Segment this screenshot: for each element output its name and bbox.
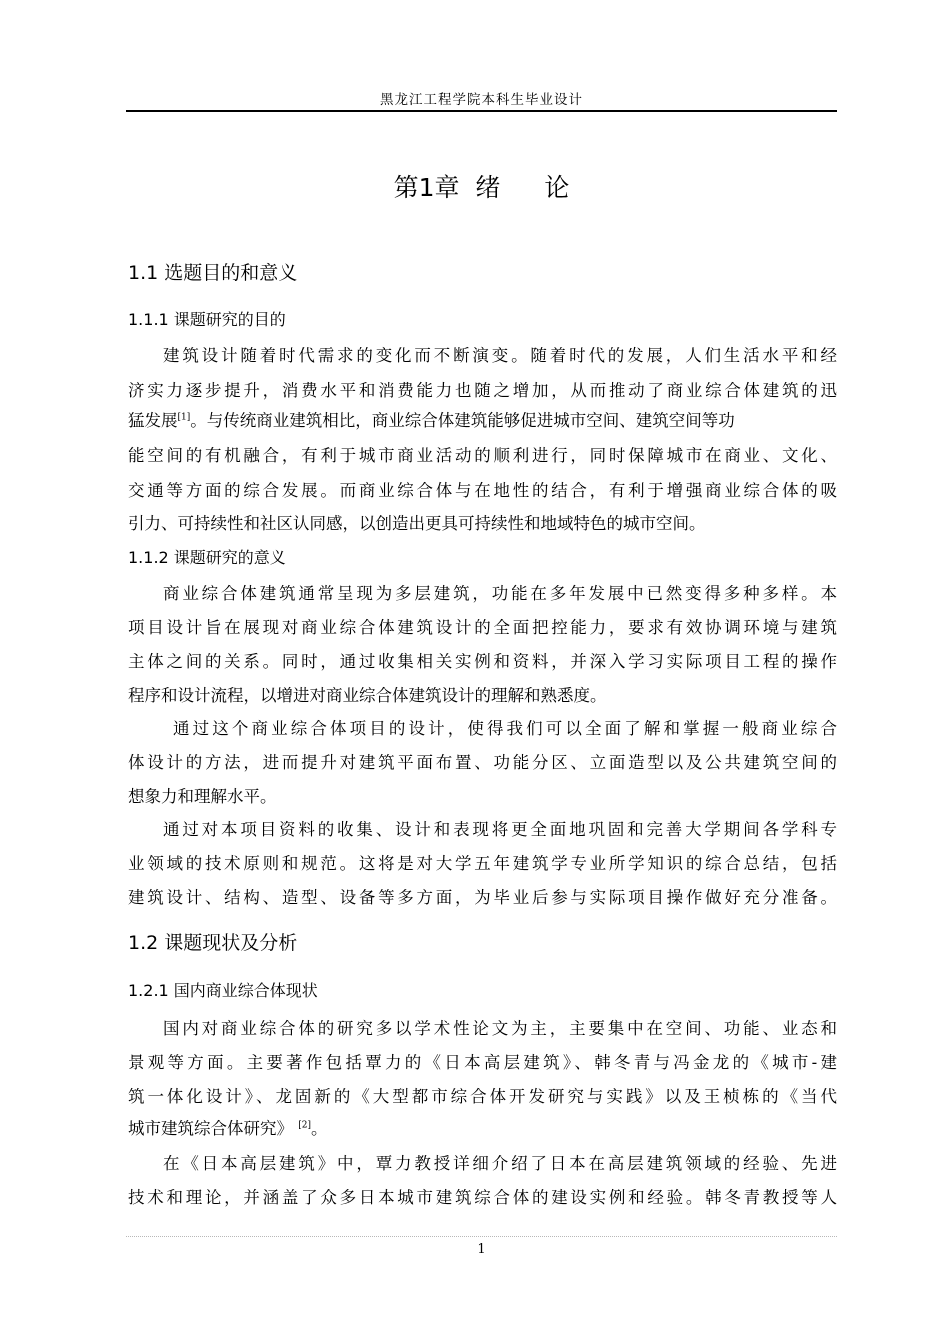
paragraph-line: 在《日本高层建筑》中，覃力教授详细介绍了日本在高层建筑领域的经验、先进 bbox=[163, 1154, 837, 1173]
paragraph-line: 景观等方面。主要著作包括覃力的《日本高层建筑》、韩冬青与冯金龙的《城市-建 bbox=[128, 1053, 837, 1072]
chapter-number: 第1章 bbox=[393, 173, 460, 202]
paragraph-line: 想象力和理解水平。 bbox=[128, 787, 277, 806]
chapter-title-word-1: 绪 bbox=[475, 173, 545, 202]
paragraph-text: 猛发展 bbox=[128, 411, 178, 430]
page-number: 1 bbox=[477, 1242, 486, 1257]
section-heading-1-1: 1.1 选题目的和意义 bbox=[128, 262, 298, 284]
paragraph-line: 引力、可持续性和社区认同感，以创造出更具可持续性和地域特色的城市空间。 bbox=[128, 514, 706, 533]
paragraph-line: 体设计的方法，进而提升对建筑平面布置、功能分区、立面造型以及公共建筑空间的 bbox=[128, 753, 837, 772]
paragraph-line: 通过对本项目资料的收集、设计和表现将更全面地巩固和完善大学期间各学科专 bbox=[163, 820, 837, 839]
chapter-title bbox=[126, 168, 837, 204]
paragraph-text: 。 bbox=[311, 1119, 328, 1138]
paragraph-line-with-citation bbox=[128, 1118, 328, 1140]
paragraph-line: 能空间的有机融合，有利于城市商业活动的顺利进行，同时保障城市在商业、文化、 bbox=[128, 446, 837, 465]
paragraph-line-with-citation bbox=[128, 410, 735, 432]
citation-ref: [2] bbox=[298, 1120, 311, 1131]
paragraph-line: 主体之间的关系。同时，通过收集相关实例和资料，并深入学习实际项目工程的操作 bbox=[128, 652, 837, 671]
paragraph-line: 业领域的技术原则和规范。这将是对大学五年建筑学专业所学知识的综合总结，包括 bbox=[128, 854, 837, 873]
paragraph-text: 城市建筑综合体研究》 bbox=[128, 1119, 293, 1138]
paragraph-line: 济实力逐步提升，消费水平和消费能力也随之增加，从而推动了商业综合体建筑的迅 bbox=[128, 381, 837, 400]
subsection-heading-1-1-1: 1.1.1 课题研究的目的 bbox=[128, 310, 286, 329]
subsection-heading-1-2-1: 1.2.1 国内商业综合体现状 bbox=[128, 981, 318, 1000]
running-header: 黑龙江工程学院本科生毕业设计 bbox=[380, 92, 583, 108]
subsection-heading-1-1-2: 1.1.2 课题研究的意义 bbox=[128, 548, 286, 567]
paragraph-line: 程序和设计流程，以增进对商业综合体建筑设计的理解和熟悉度。 bbox=[128, 686, 607, 705]
section-heading-1-2: 1.2 课题现状及分析 bbox=[128, 932, 298, 954]
paragraph-line: 交通等方面的综合发展。而商业综合体与在地性的结合，有利于增强商业综合体的吸 bbox=[128, 481, 837, 500]
footer-rule bbox=[126, 1236, 837, 1237]
paragraph-line: 筑一体化设计》、龙固新的《大型都市综合体开发研究与实践》以及王桢栋的《当代 bbox=[128, 1087, 837, 1106]
paragraph-line: 建筑设计随着时代需求的变化而不断演变。随着时代的发展，人们生活水平和经 bbox=[163, 346, 837, 365]
paragraph-line: 国内对商业综合体的研究多以学术性论文为主，主要集中在空间、功能、业态和 bbox=[163, 1019, 837, 1038]
paragraph-line: 建筑设计、结构、造型、设备等多方面，为毕业后参与实际项目操作做好充分准备。 bbox=[128, 888, 837, 907]
paragraph-line: 项目设计旨在展现对商业综合体建筑设计的全面把控能力，要求有效协调环境与建筑 bbox=[128, 618, 837, 637]
paragraph-line: 商业综合体建筑通常呈现为多层建筑，功能在多年发展中已然变得多种多样。本 bbox=[163, 584, 837, 603]
paragraph-text: 。与传统商业建筑相比，商业综合体建筑能够促进城市空间、建筑空间等功 bbox=[190, 411, 735, 430]
paragraph-line: 通过这个商业综合体项目的设计，使得我们可以全面了解和掌握一般商业综合 bbox=[173, 719, 837, 738]
paragraph-line: 技术和理论，并涵盖了众多日本城市建筑综合体的建设实例和经验。韩冬青教授等人 bbox=[128, 1188, 837, 1207]
header-rule bbox=[126, 110, 837, 112]
chapter-title-word-2: 论 bbox=[544, 173, 570, 202]
citation-ref: [1] bbox=[177, 412, 191, 423]
